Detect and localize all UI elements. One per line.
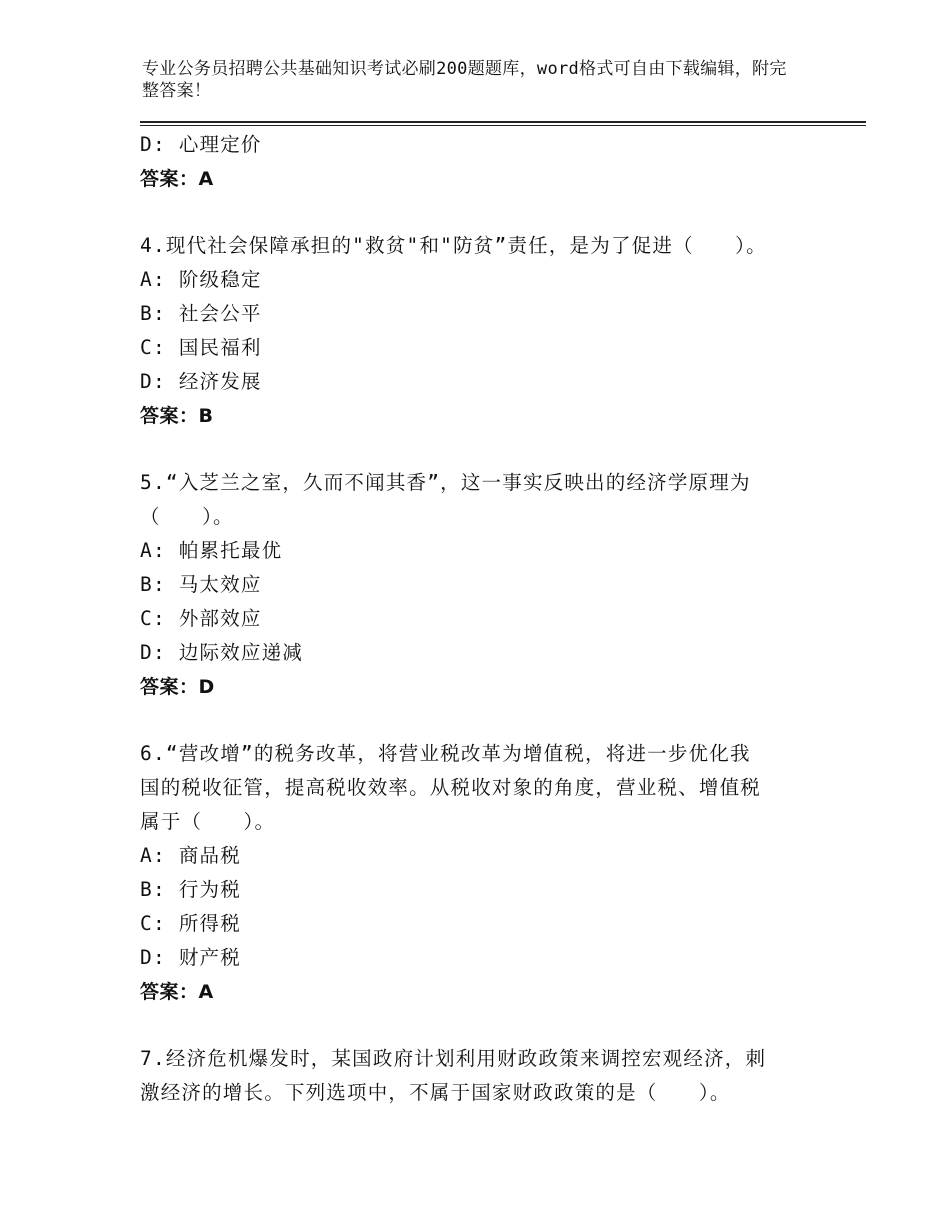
answer-label: 答案：B xyxy=(140,405,214,427)
header-divider-thick xyxy=(140,121,866,123)
option-b: B: 社会公平 xyxy=(140,302,262,325)
question-7 xyxy=(140,1042,820,1110)
option-c: C: 国民福利 xyxy=(140,336,262,359)
option-b: B: 马太效应 xyxy=(140,573,262,596)
option-d: D: 财产税 xyxy=(140,946,241,969)
answer-label: 答案：D xyxy=(140,676,215,698)
option-d: D: 心理定价 xyxy=(140,133,262,156)
question-stem-line-2: 激经济的增长。下列选项中，不属于国家财政政策的是（ ）。 xyxy=(140,1081,731,1104)
question-stem-line-1: 7.经济危机爆发时，某国政府计划利用财政政策来调控宏观经济，刺 xyxy=(140,1047,767,1070)
question-stem: 4.现代社会保障承担的"救贫"和"防贫”责任，是为了促进（ ）。 xyxy=(140,234,767,257)
question-stem-line-2: （ ）。 xyxy=(140,505,234,528)
question-4 xyxy=(140,229,820,433)
option-d: D: 边际效应递减 xyxy=(140,641,304,664)
question-stem-line-2: 国的税收征管，提高税收效率。从税收对象的角度，营业税、增值税 xyxy=(140,776,762,799)
question-stem-line-1: 6.“营改增”的税务改革，将营业税改革为增值税，将进一步优化我 xyxy=(140,742,751,765)
question-6 xyxy=(140,737,820,1009)
option-d: D: 经济发展 xyxy=(140,370,262,393)
option-b: B: 行为税 xyxy=(140,878,241,901)
option-c: C: 外部效应 xyxy=(140,607,262,630)
question-stem-line-3: 属于（ ）。 xyxy=(140,810,276,833)
option-c: C: 所得税 xyxy=(140,912,241,935)
option-a: A: 阶级稳定 xyxy=(140,268,262,291)
header-divider-thin xyxy=(140,125,866,126)
question-list xyxy=(140,128,820,1110)
page-header: 专业公务员招聘公共基础知识考试必刷200题题库，word格式可自由下载编辑，附完整答案！ xyxy=(142,59,787,101)
answer-label: 答案：A xyxy=(140,981,214,1003)
question-stem-line-1: 5.“入芝兰之室，久而不闻其香”，这一事实反映出的经济学原理为 xyxy=(140,471,751,494)
option-a: A: 帕累托最优 xyxy=(140,539,283,562)
option-a: A: 商品税 xyxy=(140,844,241,867)
answer-label: 答案：A xyxy=(140,168,214,190)
question-5 xyxy=(140,466,820,704)
